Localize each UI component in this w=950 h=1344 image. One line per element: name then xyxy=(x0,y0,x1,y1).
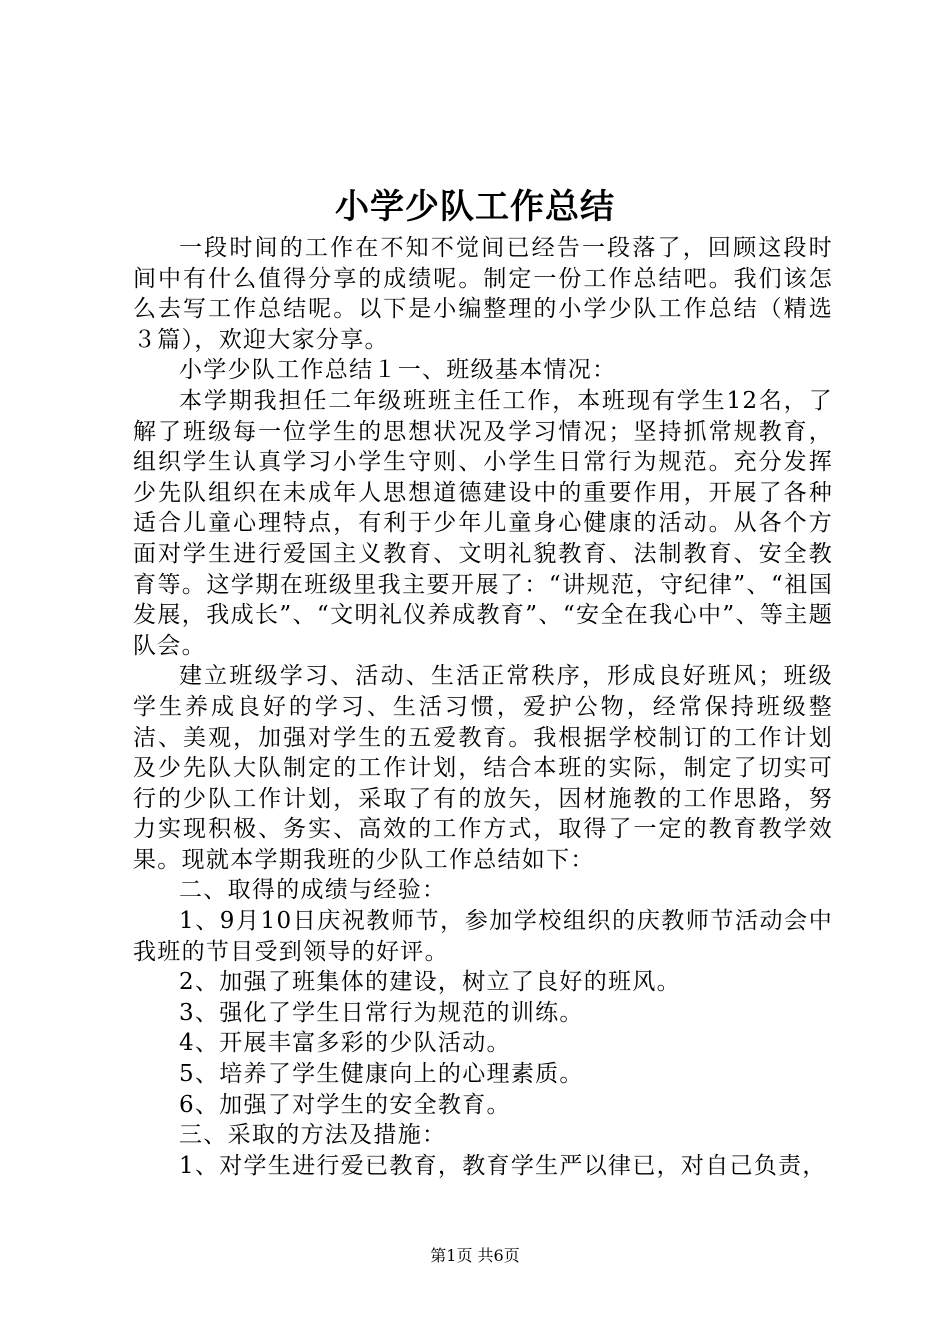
body-paragraph: 6、加强了对学生的安全教育。 xyxy=(179,1091,511,1118)
body-paragraph: 2、加强了班集体的建设，树立了良好的班风。 xyxy=(179,969,681,996)
body-paragraph: 本学期我担任二年级班班主任工作，本班现有学生12名，了解了班级每一位学生的思想状况及学习情况；坚持抓常规教育，组织学生认真学习小学生守则、小学生日常行为规范。充分发挥少先队组织在未成年人思想道德建设中的重要作用，开展了各种适合儿童心理特点，有利于少年儿童身心健康的活动。从各个方面对学生进行爱国主义教育、文明礼貌教育、法制教育、安全教育等。这学期在班级里我主要开展了：“讲规范，守纪律”、“祖国发展，我成长”、“文明礼仪养成教育”、“安全在我心中”、等主题队会。 xyxy=(133,387,833,659)
body-paragraph: 3、强化了学生日常行为规范的训练。 xyxy=(179,999,584,1026)
body-paragraph: 建立班级学习、活动、生活正常秩序，形成良好班风；班级学生养成良好的学习、生活习惯，爱护公物，经常保持班级整洁、美观，加强对学生的五爱教育。我根据学校制订的工作计划及少先队大队制定的工作计划，结合本班的实际，制定了切实可行的少队工作计划，采取了有的放矢，因材施教的工作思路，努力实现积极、务实、高效的工作方式，取得了一定的教育教学效果。现就本学期我班的少队工作总结如下： xyxy=(133,663,833,873)
body-paragraph: 5、培养了学生健康向上的心理素质。 xyxy=(179,1061,584,1088)
body-paragraph: 二、取得的成绩与经验： xyxy=(179,877,447,904)
page-footer: 第1页 共6页 xyxy=(430,1246,520,1265)
body-paragraph: 1、对学生进行爱已教育，教育学生严以律已，对自己负责， xyxy=(179,1152,827,1179)
body-paragraph: 1、9月10日庆祝教师节，参加学校组织的庆教师节活动会中我班的节目受到领导的好评。 xyxy=(133,908,833,965)
body-paragraph: 4、开展丰富多彩的少队活动。 xyxy=(179,1030,511,1057)
body-paragraph: 小学少队工作总结１一、班级基本情况： xyxy=(179,357,617,384)
document-body xyxy=(133,233,833,1181)
body-paragraph: 一段时间的工作在不知不觉间已经告一段落了，回顾这段时间中有什么值得分享的成绩呢。制定一份工作总结吧。我们该怎么去写工作总结呢。以下是小编整理的小学少队工作总结（精选３篇），欢迎大家分享。 xyxy=(133,235,833,353)
document-title: 小学少队工作总结 xyxy=(335,187,615,227)
body-paragraph: 三、采取的方法及措施： xyxy=(179,1122,447,1149)
